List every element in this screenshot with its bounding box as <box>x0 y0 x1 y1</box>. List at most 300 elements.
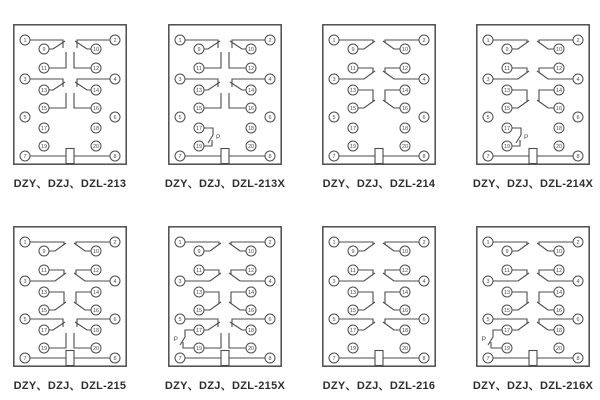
contact-path <box>383 273 419 281</box>
terminal-number: 5 <box>23 115 27 122</box>
terminal-number: 12 <box>92 268 100 275</box>
terminal-number: 3 <box>178 77 182 84</box>
contact-path <box>229 273 265 281</box>
terminal-number: 17 <box>40 328 48 335</box>
contact-path <box>358 292 373 303</box>
contact-path <box>49 270 64 274</box>
terminal-number: 7 <box>23 356 27 363</box>
terminal-number: 3 <box>332 77 336 84</box>
contact-path <box>49 333 66 348</box>
terminal-number: 6 <box>113 115 117 122</box>
terminal-number: 1 <box>486 240 490 247</box>
contact-path <box>539 40 573 42</box>
contact-path <box>229 52 246 68</box>
terminal-number: 1 <box>332 38 336 45</box>
terminal-number: 16 <box>401 106 409 113</box>
contact-path <box>385 68 400 72</box>
contact-path <box>204 93 221 108</box>
terminal-number: 12 <box>247 268 255 275</box>
terminal-number: 19 <box>349 346 357 353</box>
terminal-number: 5 <box>332 115 336 122</box>
signal-contact-path <box>512 128 521 135</box>
terminal-number: 6 <box>113 317 117 324</box>
terminal-diagram-drawing <box>168 226 282 367</box>
terminal-number: 13 <box>503 290 511 297</box>
contact-path <box>385 270 400 274</box>
contact-path <box>74 243 91 251</box>
terminal-number: 18 <box>92 126 100 133</box>
terminal-number: 5 <box>178 115 182 122</box>
terminal-number: 13 <box>40 290 48 297</box>
contact-path <box>512 41 529 49</box>
terminal-number: 19 <box>40 144 48 151</box>
terminal-number: 10 <box>247 249 255 256</box>
contact-path <box>74 302 91 310</box>
terminal-number: 8 <box>268 356 272 363</box>
terminal-number: 15 <box>40 308 48 315</box>
terminal-number: 1 <box>178 240 182 247</box>
contact-path <box>537 41 554 49</box>
contact-path <box>30 242 64 244</box>
terminal-number: 19 <box>195 346 203 353</box>
terminal-number: 7 <box>486 154 490 161</box>
coil-box <box>375 149 383 164</box>
terminal-number: 5 <box>332 317 336 324</box>
diagram-title: DZY、DZJ、DZL-215 <box>13 380 127 392</box>
contact-path <box>512 322 529 330</box>
p-contact-label: P <box>173 336 178 343</box>
contact-path <box>229 93 246 108</box>
terminal-number: 15 <box>503 308 511 315</box>
contact-path <box>512 292 527 303</box>
contact-path <box>49 93 66 108</box>
terminal-number: 15 <box>40 106 48 113</box>
p-contact-label: P <box>481 336 486 343</box>
terminal-number: 2 <box>113 38 117 45</box>
contact-path <box>358 243 375 251</box>
coil-box <box>375 351 383 366</box>
relay-diagram-dzl-214 <box>322 24 436 190</box>
terminal-number: 4 <box>422 77 426 84</box>
terminal-number: 7 <box>178 154 182 161</box>
contact-path <box>339 40 373 42</box>
terminal-number: 4 <box>113 279 117 286</box>
terminal-number: 1 <box>178 38 182 45</box>
diagram-border <box>14 25 126 164</box>
terminal-number: 9 <box>42 249 46 256</box>
terminal-number: 7 <box>332 356 336 363</box>
terminal-number: 8 <box>576 154 580 161</box>
terminal-diagram-drawing <box>322 24 436 165</box>
terminal-number: 12 <box>555 66 563 73</box>
terminal-number: 4 <box>422 279 426 286</box>
relay-diagram-dzl-216 <box>322 226 436 392</box>
terminal-number: 19 <box>40 346 48 353</box>
terminal-number: 20 <box>555 144 563 151</box>
terminal-number: 19 <box>349 144 357 151</box>
diagram-title: DZY、DZJ、DZL-213X <box>164 178 286 190</box>
contact-path <box>493 273 529 281</box>
contact-path <box>358 302 375 310</box>
terminal-number: 11 <box>41 66 47 73</box>
diagram-border <box>323 227 435 366</box>
terminal-number: 2 <box>422 38 426 45</box>
terminal-number: 11 <box>196 66 202 73</box>
terminal-number: 2 <box>268 38 272 45</box>
terminal-number: 13 <box>349 88 357 95</box>
signal-contact-path <box>185 330 194 337</box>
contact-path <box>76 242 110 244</box>
terminal-number: 11 <box>350 66 356 73</box>
contact-path <box>383 302 400 310</box>
terminal-number: 6 <box>268 317 272 324</box>
contact-path <box>512 270 527 274</box>
terminal-number: 4 <box>576 77 580 84</box>
terminal-number: 8 <box>113 154 117 161</box>
terminal-diagram-drawing <box>322 226 436 367</box>
terminal-diagram-drawing <box>476 226 590 367</box>
terminal-number: 10 <box>555 249 563 256</box>
contact-path <box>229 333 246 348</box>
terminal-number: 10 <box>92 249 100 256</box>
terminal-number: 7 <box>332 154 336 161</box>
contact-path <box>74 273 110 281</box>
contact-path <box>231 242 265 244</box>
relay-diagram-dzl-216x <box>472 226 594 392</box>
terminal-number: 18 <box>401 126 409 133</box>
contact-path <box>385 292 400 303</box>
relay-diagram-dzl-215x <box>164 226 286 392</box>
terminal-number: 10 <box>247 47 255 54</box>
terminal-number: 16 <box>401 308 409 315</box>
terminal-number: 5 <box>23 317 27 324</box>
terminal-number: 4 <box>576 279 580 286</box>
signal-contact-path <box>204 128 213 135</box>
contact-path <box>537 302 554 310</box>
terminal-number: 1 <box>332 240 336 247</box>
contact-path <box>358 270 373 274</box>
terminal-number: 7 <box>23 154 27 161</box>
terminal-number: 6 <box>268 115 272 122</box>
contact-path <box>539 270 554 274</box>
terminal-number: 16 <box>247 308 255 315</box>
contact-path <box>49 302 66 310</box>
terminal-number: 9 <box>505 47 509 54</box>
contact-path <box>358 90 373 101</box>
terminal-number: 5 <box>178 317 182 324</box>
terminal-diagram-drawing <box>168 24 282 165</box>
terminal-number: 18 <box>247 126 255 133</box>
contact-path <box>358 41 375 49</box>
terminal-number: 15 <box>195 106 203 113</box>
terminal-number: 20 <box>555 346 563 353</box>
terminal-number: 8 <box>113 356 117 363</box>
terminal-number: 20 <box>92 144 100 151</box>
terminal-number: 4 <box>268 279 272 286</box>
terminal-number: 12 <box>555 268 563 275</box>
diagram-title: DZY、DZJ、DZL-214 <box>322 178 436 190</box>
terminal-number: 3 <box>178 279 182 286</box>
terminal-number: 6 <box>422 115 426 122</box>
contact-path <box>185 273 221 281</box>
terminal-number: 9 <box>197 249 201 256</box>
contact-path <box>539 90 554 101</box>
terminal-number: 18 <box>247 328 255 335</box>
contact-path <box>385 40 419 42</box>
terminal-number: 11 <box>504 66 510 73</box>
contact-path <box>358 100 375 108</box>
contact-path <box>493 40 527 42</box>
coil-box <box>66 351 74 366</box>
signal-contact-path <box>183 342 194 348</box>
contact-path <box>385 90 400 101</box>
terminal-number: 11 <box>350 268 356 275</box>
contact-path <box>339 273 375 281</box>
terminal-number: 9 <box>505 249 509 256</box>
coil-box <box>529 149 537 164</box>
contact-path <box>385 242 419 244</box>
terminal-number: 2 <box>268 240 272 247</box>
diagram-border <box>323 25 435 164</box>
terminal-number: 17 <box>349 126 357 133</box>
contact-path <box>229 302 246 310</box>
terminal-number: 9 <box>42 47 46 54</box>
contact-path <box>512 68 527 72</box>
terminal-number: 12 <box>401 268 409 275</box>
terminal-diagram-drawing <box>13 226 127 367</box>
diagram-title: DZY、DZJ、DZL-216 <box>322 380 436 392</box>
terminal-number: 16 <box>92 308 100 315</box>
terminal-number: 15 <box>349 308 357 315</box>
contact-path <box>339 71 375 79</box>
diagram-border <box>169 25 281 164</box>
terminal-number: 13 <box>503 88 511 95</box>
terminal-number: 4 <box>268 77 272 84</box>
terminal-number: 8 <box>576 356 580 363</box>
terminal-number: 11 <box>504 268 510 275</box>
contact-path <box>539 68 554 72</box>
terminal-number: 6 <box>422 317 426 324</box>
terminal-number: 15 <box>503 106 511 113</box>
contact-path <box>49 243 66 251</box>
terminal-number: 11 <box>41 268 47 275</box>
contact-path <box>537 273 573 281</box>
terminal-number: 5 <box>486 317 490 324</box>
terminal-number: 13 <box>349 290 357 297</box>
terminal-number: 4 <box>113 77 117 84</box>
contact-path <box>539 242 573 244</box>
terminal-number: 12 <box>247 66 255 73</box>
terminal-number: 16 <box>247 106 255 113</box>
terminal-number: 18 <box>555 328 563 335</box>
terminal-number: 15 <box>349 106 357 113</box>
contact-path <box>537 100 554 108</box>
contact-path <box>229 243 246 251</box>
relay-diagram-dzl-213x <box>164 24 286 190</box>
terminal-number: 17 <box>503 126 511 133</box>
contact-path <box>231 270 246 274</box>
terminal-number: 7 <box>178 356 182 363</box>
terminal-number: 14 <box>247 88 255 95</box>
contact-path <box>539 319 573 323</box>
contact-path <box>74 52 91 68</box>
contact-path <box>204 270 219 274</box>
contact-path <box>204 302 221 310</box>
terminal-number: 3 <box>23 77 27 84</box>
contact-path <box>383 243 400 251</box>
terminal-number: 15 <box>195 308 203 315</box>
contact-path <box>512 302 529 310</box>
terminal-number: 3 <box>486 77 490 84</box>
terminal-number: 18 <box>401 328 409 335</box>
contact-path <box>493 242 527 244</box>
contact-path <box>49 292 64 303</box>
terminal-number: 3 <box>23 279 27 286</box>
terminal-number: 14 <box>92 88 100 95</box>
terminal-number: 8 <box>422 356 426 363</box>
contact-path <box>383 322 400 330</box>
contact-path <box>204 292 219 303</box>
contact-path <box>512 243 529 251</box>
terminal-number: 20 <box>92 346 100 353</box>
terminal-number: 8 <box>422 154 426 161</box>
terminal-number: 1 <box>23 240 27 247</box>
contact-path <box>76 292 91 303</box>
terminal-number: 17 <box>349 328 357 335</box>
terminal-number: 19 <box>503 346 511 353</box>
contact-path <box>537 322 554 330</box>
terminal-number: 14 <box>555 290 563 297</box>
terminal-number: 17 <box>40 126 48 133</box>
contact-path <box>185 242 219 244</box>
diagram-border <box>477 227 589 366</box>
terminal-number: 1 <box>23 38 27 45</box>
contact-path <box>339 319 373 323</box>
terminal-number: 12 <box>401 66 409 73</box>
terminal-number: 2 <box>576 240 580 247</box>
terminal-number: 3 <box>332 279 336 286</box>
contact-path <box>358 322 375 330</box>
contact-path <box>339 242 373 244</box>
contact-path <box>385 319 419 323</box>
contact-path <box>204 243 221 251</box>
terminal-number: 13 <box>40 88 48 95</box>
terminal-number: 2 <box>113 240 117 247</box>
contact-path <box>204 333 221 348</box>
terminal-number: 16 <box>555 308 563 315</box>
contact-path <box>512 90 527 101</box>
contact-path <box>76 270 91 274</box>
terminal-number: 13 <box>195 88 203 95</box>
p-contact-label: P <box>524 134 529 141</box>
terminal-number: 13 <box>195 290 203 297</box>
terminal-number: 16 <box>92 106 100 113</box>
terminal-number: 9 <box>197 47 201 54</box>
terminal-number: 19 <box>195 144 203 151</box>
contact-path <box>493 319 527 323</box>
terminal-diagram-drawing <box>476 24 590 165</box>
diagram-title: DZY、DZJ、DZL-213 <box>13 178 127 190</box>
terminal-number: 2 <box>576 38 580 45</box>
relay-diagram-dzl-213 <box>13 24 127 190</box>
terminal-number: 20 <box>401 144 409 151</box>
terminal-number: 18 <box>555 126 563 133</box>
terminal-number: 6 <box>576 317 580 324</box>
contact-path <box>74 93 91 108</box>
contact-path <box>358 68 373 72</box>
diagram-border <box>477 25 589 164</box>
contact-path <box>204 52 221 68</box>
terminal-number: 16 <box>555 106 563 113</box>
terminal-number: 14 <box>401 290 409 297</box>
diagram-border <box>14 227 126 366</box>
terminal-number: 14 <box>401 88 409 95</box>
p-contact-label: P <box>216 134 221 141</box>
relay-diagram-dzl-214x <box>472 24 594 190</box>
diagram-border <box>169 227 281 366</box>
terminal-number: 17 <box>503 328 511 335</box>
contact-path <box>537 71 573 79</box>
diagram-title: DZY、DZJ、DZL-216X <box>472 380 594 392</box>
contact-path <box>383 41 400 49</box>
terminal-number: 19 <box>503 144 511 151</box>
coil-box <box>66 149 74 164</box>
terminal-number: 10 <box>401 249 409 256</box>
signal-contact-path <box>493 330 502 337</box>
terminal-number: 8 <box>268 154 272 161</box>
coil-box <box>529 351 537 366</box>
terminal-number: 11 <box>196 268 202 275</box>
contact-path <box>383 71 419 79</box>
diagram-title: DZY、DZJ、DZL-214X <box>472 178 594 190</box>
relay-diagram-dzl-215 <box>13 226 127 392</box>
contact-path <box>231 292 246 303</box>
terminal-number: 7 <box>486 356 490 363</box>
contact-path <box>537 243 554 251</box>
terminal-number: 20 <box>401 346 409 353</box>
contact-path <box>74 333 91 348</box>
contact-path <box>30 273 66 281</box>
coil-box <box>221 351 229 366</box>
terminal-number: 10 <box>92 47 100 54</box>
coil-box <box>221 149 229 164</box>
terminal-number: 2 <box>422 240 426 247</box>
terminal-number: 6 <box>576 115 580 122</box>
contact-path <box>49 52 66 68</box>
signal-contact-path <box>491 342 502 348</box>
contact-path <box>512 100 529 108</box>
terminal-number: 17 <box>195 328 203 335</box>
diagram-title: DZY、DZJ、DZL-215X <box>164 380 286 392</box>
terminal-number: 18 <box>92 328 100 335</box>
terminal-number: 10 <box>555 47 563 54</box>
contact-path <box>493 71 529 79</box>
terminal-diagram-drawing <box>13 24 127 165</box>
terminal-number: 3 <box>486 279 490 286</box>
contact-path <box>539 292 554 303</box>
terminal-number: 10 <box>401 47 409 54</box>
terminal-number: 14 <box>247 290 255 297</box>
terminal-number: 9 <box>351 47 355 54</box>
terminal-number: 1 <box>486 38 490 45</box>
terminal-number: 5 <box>486 115 490 122</box>
terminal-number: 20 <box>247 346 255 353</box>
terminal-number: 9 <box>351 249 355 256</box>
terminal-number: 17 <box>195 126 203 133</box>
terminal-number: 14 <box>92 290 100 297</box>
contact-path <box>383 100 400 108</box>
terminal-number: 12 <box>92 66 100 73</box>
